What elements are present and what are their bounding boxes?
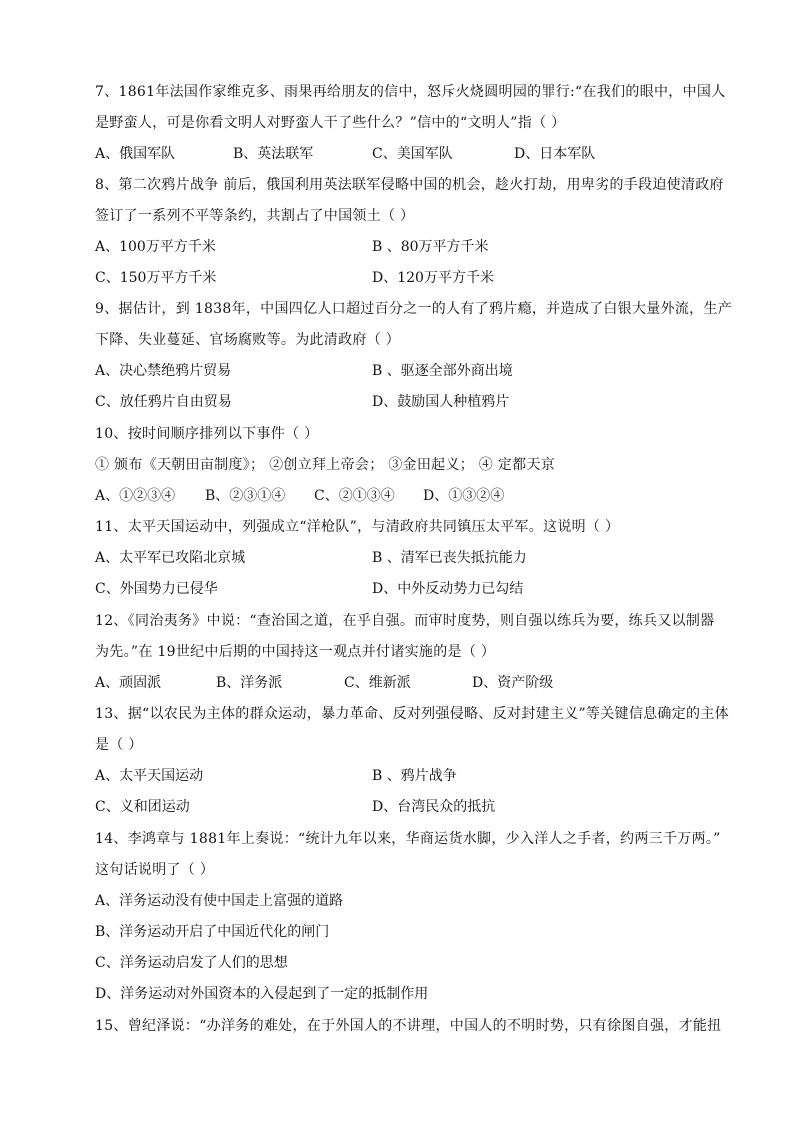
q7-option-c[interactable]: C、美国军队 bbox=[372, 146, 453, 162]
q14-option-b[interactable]: B、洋务运动开启了中国近代化的闸门 bbox=[95, 924, 330, 940]
q8-option-b[interactable]: B 、80万平方千米 bbox=[372, 239, 489, 255]
q14-option-d[interactable]: D、洋务运动对外国资本的入侵起到了一定的抵制作用 bbox=[95, 986, 429, 1002]
q13-stem-line2: 是（ ） bbox=[95, 737, 143, 753]
q10-option-b[interactable]: B、②③①④ bbox=[205, 488, 286, 504]
q10-option-c[interactable]: C、②①③④ bbox=[314, 488, 395, 504]
q7-option-b[interactable]: B、英法联军 bbox=[233, 146, 314, 162]
q12-stem-line1: 12、《同治夷务》中说：“查治国之道，在乎自强。而审时度势，则自强以练兵为要，练兵又以制器 bbox=[95, 613, 715, 629]
q7-stem-line1: 7、1861年法国作家维克多、雨果再给朋友的信中，怒斥火烧圆明园的罪行:“在我们的眼中，中国人 bbox=[95, 84, 726, 100]
q10-events-list: ① 颁布《天朝田亩制度》； ②创立拜上帝会； ③金田起义； ④ 定都天京 bbox=[95, 457, 556, 473]
q13-option-a[interactable]: A、太平天国运动 bbox=[95, 768, 204, 784]
q13-option-d[interactable]: D、台湾民众的抵抗 bbox=[372, 799, 496, 815]
q8-stem-line2: 签订了一系列不平等条约，共割占了中国领土（ ） bbox=[95, 208, 415, 224]
q12-option-b[interactable]: B、洋务派 bbox=[216, 675, 283, 691]
q8-stem-line1: 8、第二次鸦片战争 前后，俄国利用英法联军侵略中国的机会，趁火打劫，用卑劣的手段迫使清政府 bbox=[95, 177, 724, 193]
q8-option-c[interactable]: C、150万平方千米 bbox=[95, 270, 217, 286]
q8-option-a[interactable]: A、100万平方千米 bbox=[95, 239, 216, 255]
q9-option-b[interactable]: B 、驱逐全部外商出境 bbox=[372, 363, 513, 379]
q12-option-a[interactable]: A、顽固派 bbox=[95, 675, 162, 691]
q15-stem-line1: 15、曾纪泽说：“办洋务的难处，在于外国人的不讲理，中国人的不明时势，只有徐图自强，才能扭 bbox=[95, 1018, 722, 1034]
q13-stem-line1: 13、据“以农民为主体的群众运动，暴力革命、反对列强侵略、反对封建主义”等关键信息确定的主体 bbox=[95, 706, 729, 722]
q13-option-c[interactable]: C、义和团运动 bbox=[95, 799, 190, 815]
q14-option-a[interactable]: A、洋务运动没有使中国走上富强的道路 bbox=[95, 893, 344, 909]
q9-stem-line1: 9、据估计，到 1838年，中国四亿人口超过百分之一的人有了鸦片瘾，并造成了白银大量外流，生产 bbox=[95, 301, 733, 317]
q13-option-b[interactable]: B 、鸦片战争 bbox=[372, 768, 457, 784]
q14-option-c[interactable]: C、洋务运动启发了人们的思想 bbox=[95, 955, 288, 971]
q11-option-a[interactable]: A、太平军已攻陷北京城 bbox=[95, 550, 246, 566]
q14-stem-line1: 14、李鸿章与 1881年上奏说：“统计九年以来，华商运货水脚，少入洋人之手者，约两三千万两。” bbox=[95, 831, 721, 847]
q7-stem-line2: 是野蛮人，可是你看文明人对野蛮人干了些什么？”信中的“文明人”指（ ） bbox=[95, 115, 566, 131]
q10-stem: 10、按时间顺序排列以下事件（ ） bbox=[95, 426, 319, 442]
q12-option-c[interactable]: C、维新派 bbox=[344, 675, 411, 691]
q14-stem-line2: 这句话说明了（ ） bbox=[95, 862, 215, 878]
q12-option-d[interactable]: D、资产阶级 bbox=[472, 675, 554, 691]
q10-option-d[interactable]: D、①③②④ bbox=[423, 488, 505, 504]
q7-option-a[interactable]: A、俄国军队 bbox=[95, 146, 176, 162]
q12-stem-line2: 为先。”在 19世纪中后期的中国持这一观点并付诸实施的是（ ） bbox=[95, 644, 496, 660]
q11-option-b[interactable]: B 、清军已丧失抵抗能力 bbox=[372, 550, 527, 566]
q11-option-d[interactable]: D、中外反动势力已勾结 bbox=[372, 581, 524, 597]
q8-option-d[interactable]: D、120万平方千米 bbox=[372, 270, 494, 286]
q9-stem-line2: 下降、失业蔓延、官场腐败等。为此清政府（ ） bbox=[95, 332, 401, 348]
q11-stem: 11、太平天国运动中，列强成立“洋枪队”，与清政府共同镇压太平军。这说明（ ） bbox=[95, 519, 620, 535]
q10-option-a[interactable]: A、①②③④ bbox=[95, 488, 176, 504]
q7-option-d[interactable]: D、日本军队 bbox=[514, 146, 596, 162]
q9-option-d[interactable]: D、鼓励国人种植鸦片 bbox=[372, 394, 510, 410]
q11-option-c[interactable]: C、外国势力已侵华 bbox=[95, 581, 218, 597]
q9-option-a[interactable]: A、决心禁绝鸦片贸易 bbox=[95, 363, 232, 379]
q9-option-c[interactable]: C、放任鸦片自由贸易 bbox=[95, 394, 232, 410]
